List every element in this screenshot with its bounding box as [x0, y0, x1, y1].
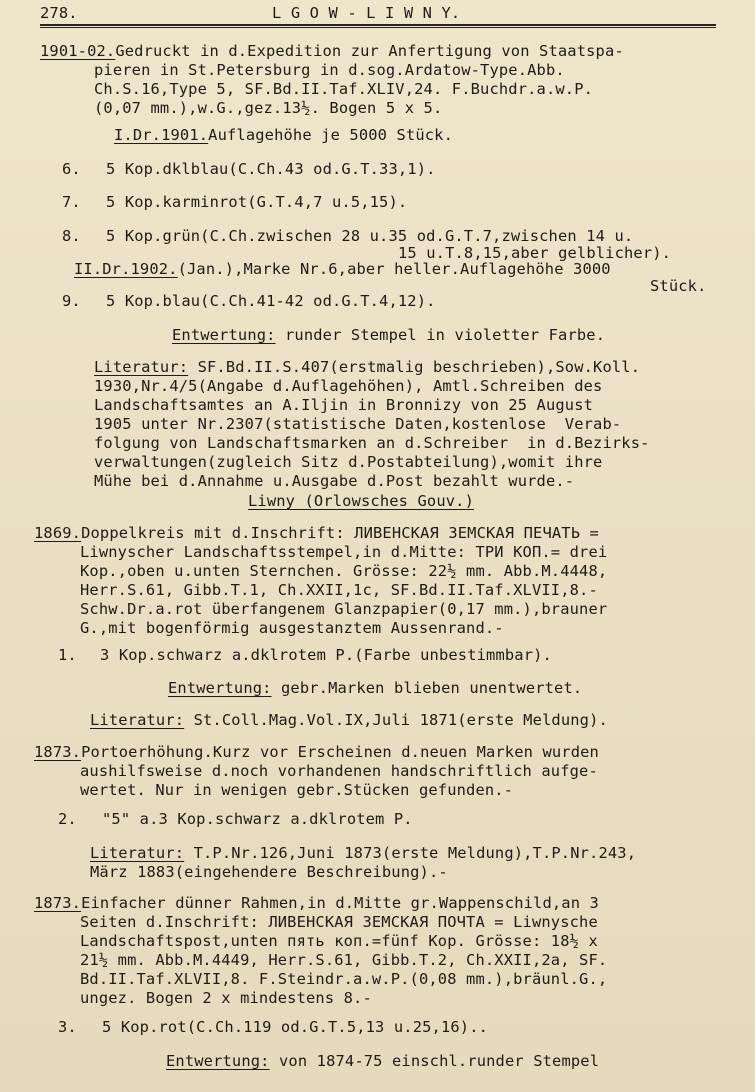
entry-text: pieren in St.Petersburg in d.sog.Ardatow-Type.Abb. — [94, 61, 565, 79]
cancellation-label: Entwertung: — [168, 679, 272, 697]
cancellation-line — [168, 679, 582, 698]
literature-text: Mühe bei d.Annahme u.Ausgabe d.Post bezahlt wurde.- — [94, 472, 575, 490]
entry-text: Ch.S.16,Type 5, SF.Bd.II.Taf.XLIV,24. F.Buchdr.a.w.P. — [94, 80, 594, 98]
item-number: 3. — [58, 1018, 77, 1036]
entry-text: Portoerhöhung.Kurz vor Erscheinen d.neuen Marken wurden — [81, 743, 599, 761]
entry-text: 21½ mm. Abb.M.4449, Herr.S.61, Gibb.T.2, Ch.XXII,2a, SF. — [80, 951, 608, 969]
item-number: 1. — [58, 646, 77, 664]
entry-date: 1901-02. — [40, 42, 116, 60]
item-number: 7. — [62, 193, 81, 211]
header-rule-thin — [40, 27, 716, 28]
literature-text: folgung von Landschaftsmarken an d.Schreiber in d.Bezirks- — [94, 434, 650, 452]
literature-line — [90, 711, 608, 730]
entry-date: 1873. — [34, 894, 82, 912]
entry-text: ungez. Bogen 2 x mindestens 8.- — [80, 989, 372, 1007]
entry-1901-line — [40, 42, 624, 61]
item-text: 5 Kop.blau(C.Ch.41-42 od.G.T.4,12). — [106, 292, 436, 310]
item-number: 2. — [58, 810, 77, 828]
literature-text: St.Coll.Mag.Vol.IX,Juli 1871(erste Meldung). — [193, 711, 608, 729]
literature-label: Literatur: — [94, 358, 189, 376]
section-heading-liwny: Liwny (Orlowsches Gouv.) — [248, 492, 474, 510]
page-number: 278. — [40, 4, 78, 22]
item-number: 6. — [62, 160, 81, 178]
entry-text: Liwnyscher Landschaftsstempel,in d.Mitte: ТРИ КОП.= drei — [80, 543, 608, 561]
entry-1873-line — [34, 743, 599, 762]
entry-text: Herr.S.61, Gibb.T.1, Ch.XXII,1c, SF.Bd.II.Taf.XLVII,8.- — [80, 581, 598, 599]
literature-text: SF.Bd.II.S.407(erstmalig beschrieben),Sow.Koll. — [188, 358, 641, 376]
cancellation-label: Entwertung: — [166, 1052, 270, 1070]
item-text: 5 Kop.karminrot(G.T.4,7 u.5,15). — [106, 193, 408, 211]
literature-text: verwaltungen(zugleich Sitz d.Postabteilung),womit ihre — [94, 453, 603, 471]
entry-date: 1873. — [34, 743, 82, 761]
literature-label: Literatur: — [90, 844, 185, 862]
print-run-label: I.Dr.1901. — [114, 126, 209, 144]
entry-date: 1869. — [34, 524, 82, 542]
entry-text: Schw.Dr.a.rot überfangenem Glanzpapier(0,17 mm.),brauner — [80, 600, 608, 618]
item-number: 8. — [62, 227, 81, 245]
entry-text: Bd.II.Taf.XLVII,8. F.Steindr.a.w.P.(0,08 mm.),bräunl.G., — [80, 970, 608, 988]
literature-text: 1930,Nr.4/5(Angabe d.Auflagehöhen), Amtl.Schreiben des — [94, 377, 603, 395]
entry-text: Seiten d.Inschrift: ЛИВЕНСКАЯ ЗЕМСКАЯ ПОЧТА = Liwnysche — [80, 913, 598, 931]
print-run-text: (Jan.),Marke Nr.6,aber heller.Auflagehöhe 3000 — [177, 260, 611, 278]
entry-text: Doppelkreis mit d.Inschrift: ЛИВЕНСКАЯ ЗЕМСКАЯ ПЕЧАТЬ = — [81, 524, 599, 542]
item-text: 5 Kop.rot(C.Ch.119 od.G.T.5,13 u.25,16).. — [102, 1018, 489, 1036]
entry-text: (0,07 mm.),w.G.,gez.13½. Bogen 5 x 5. — [94, 99, 443, 117]
print-run-text: Auflagehöhe je 5000 Stück. — [208, 126, 453, 144]
literature-text: T.P.Nr.126,Juni 1873(erste Meldung),T.P.Nr.243, — [184, 844, 637, 862]
cancellation-text: runder Stempel in violetter Farbe. — [285, 326, 606, 344]
item-text: 5 Kop.grün(C.Ch.zwischen 28 u.35 od.G.T.7,zwischen 14 u. — [106, 227, 634, 245]
literature-text: März 1883(eingehendere Beschreibung).- — [90, 863, 448, 881]
literature-text: Landschaftsamtes an A.Iljin in Bronnizy von 25 August — [94, 396, 594, 414]
cancellation-text: gebr.Marken blieben unentwertet. — [281, 679, 583, 697]
entry-1873-line — [34, 894, 599, 913]
print-run-label: II.Dr.1902. — [74, 260, 178, 278]
entry-text: Einfacher dünner Rahmen,in d.Mitte gr.Wappenschild,an 3 — [81, 894, 599, 912]
entry-text: wertet. Nur in wenigen gebr.Stücken gefunden.- — [80, 781, 514, 799]
entry-text: G.,mit bogenförmig ausgestanztem Aussenrand.- — [80, 619, 504, 637]
literature-label: Literatur: — [90, 711, 185, 729]
item-text: "5" a.3 Kop.schwarz a.dklrotem P. — [102, 810, 413, 828]
item-number: 9. — [62, 292, 81, 310]
cancellation-label: Entwertung: — [172, 326, 276, 344]
cancellation-line — [172, 326, 605, 345]
entry-text: Kop.,oben u.unten Sternchen. Grösse: 22½ mm. Abb.M.4448, — [80, 562, 608, 580]
entry-text: aushilfsweise d.noch vorhandenen handschriftlich aufge- — [80, 762, 598, 780]
entry-text: Landschaftspost,unten пять коп.=fünf Kop. Grösse: 18½ x — [80, 932, 598, 950]
entry-1869-line — [34, 524, 599, 543]
cancellation-line — [166, 1052, 599, 1071]
print-run-text: Stück. — [650, 277, 707, 295]
literature-line — [94, 358, 640, 377]
running-title: L G O W - L I W N Y. — [272, 4, 461, 22]
print-run-line — [74, 260, 611, 279]
cancellation-text: von 1874-75 einschl.runder Stempel — [269, 1052, 600, 1070]
item-text: 15 u.T.8,15,aber gelblicher). — [398, 244, 672, 262]
literature-text: 1905 unter Nr.2307(statistische Daten,kostenlose Verab- — [94, 415, 622, 433]
item-text: 5 Kop.dklblau(C.Ch.43 od.G.T.33,1). — [106, 160, 436, 178]
header-rule — [40, 24, 716, 26]
literature-line — [90, 844, 636, 863]
item-text: 3 Kop.schwarz a.dklrotem P.(Farbe unbestimmbar). — [100, 646, 552, 664]
print-run-line — [114, 126, 453, 145]
entry-text: Gedruckt in d.Expedition zur Anfertigung von Staatspa- — [115, 42, 624, 60]
